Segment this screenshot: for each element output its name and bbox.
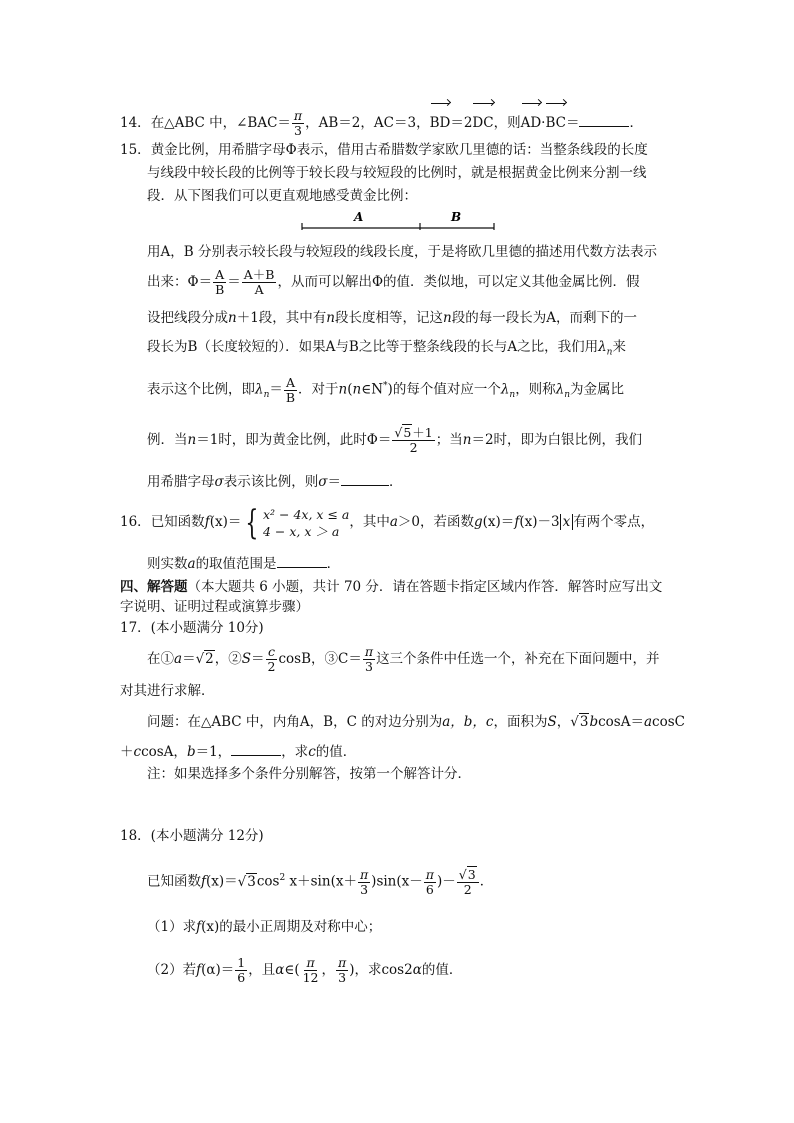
q18-heading: 18．(本小题满分 12分) [120, 828, 264, 844]
var-alpha: α [412, 962, 422, 978]
var-a: a [389, 514, 398, 530]
denominator: 6 [425, 881, 434, 897]
vars-abc: a，b，c [442, 714, 494, 730]
fraction-c-over-2 [266, 645, 278, 674]
q17-note-text: 注：如果选择多个条件分别解答，按第一个解答计分． [147, 766, 471, 782]
lambda-symbol: λ [255, 381, 264, 398]
section-4-line-2 [120, 597, 309, 617]
q16-text: 已知函数 [150, 514, 205, 530]
func-g: g [474, 514, 483, 530]
q18-text: （2）若 [147, 962, 197, 978]
denominator: 3 [364, 659, 373, 674]
answer-blank [341, 473, 389, 486]
var-n: n [443, 310, 452, 326]
segment-label-a: A [354, 210, 364, 224]
denominator: B [285, 389, 296, 405]
lambda-symbol: λ [598, 339, 607, 355]
q15-text: 与线段中较长段的比例等于较长段与较短段的比例时，就是根据黄金比例来分割一线 [147, 165, 647, 181]
absolute-value-x: x [560, 514, 574, 530]
numerator: A [215, 267, 225, 282]
q15-text: ＝2时，即为白银比例，我们 [471, 432, 643, 448]
denominator: 2 [463, 881, 472, 897]
q15-text: ＝ [227, 274, 241, 290]
subscript-n: n [606, 347, 613, 358]
q17-text: ， [556, 714, 571, 730]
q15-text: ，从而可以解出Φ的值．类似地，可以定义其他金属比例．假 [277, 274, 640, 290]
var-s: S [547, 714, 557, 730]
numerator: π [306, 955, 315, 970]
numerator: π [364, 644, 374, 659]
var-n: n [187, 432, 197, 448]
q16-line-2 [147, 554, 340, 574]
golden-ratio-segment-figure [298, 209, 498, 237]
q15-text: 段长度相等，记这 [335, 310, 443, 326]
q15-line-8 [147, 366, 624, 415]
segment-label-b: B [451, 210, 462, 224]
var-b: b [589, 714, 599, 730]
q17-text: ，② [214, 651, 242, 667]
q15-text: ＝ [269, 381, 283, 398]
q17-text: cosC [652, 714, 685, 730]
q17-header [120, 618, 264, 638]
q16-line-1 [120, 502, 654, 542]
q17-line-3 [147, 712, 685, 732]
sqrt-3: √3 [458, 866, 476, 882]
denominator: 3 [360, 881, 369, 897]
q18-text: (x)＝ [206, 873, 238, 890]
var-s: S [241, 651, 252, 667]
q15-text: 黄金比例，用希腊字母Φ表示，借用古希腊数学家欧几里德的话：当整条线段的长度 [150, 142, 648, 158]
denominator: 3 [338, 970, 347, 985]
func-f: f [196, 919, 202, 935]
q17-line-1 [147, 639, 660, 679]
q14-text: ，则 [493, 115, 521, 131]
numerator: π [293, 108, 303, 123]
q18-text: ，且 [248, 962, 276, 978]
left-brace: { [245, 502, 259, 543]
q18-text: x＋sin(x＋ [285, 873, 357, 890]
q15-line-9 [147, 420, 642, 460]
q15-text: ． [388, 474, 403, 490]
q15-text: ＝ [327, 474, 341, 490]
q16-text: (x)－3 [519, 514, 560, 530]
q15-text: 段长为B（长度较短的）．如果A与B之比等于整条线段的长与A之比，我们用 [147, 339, 599, 355]
q15-text: 用希腊字母 [147, 474, 215, 490]
answer-blank [579, 114, 629, 127]
section-title: 四、解答题 [120, 579, 188, 595]
q16-text: (x)＝ [209, 514, 242, 530]
func-f: f [514, 514, 520, 530]
numerator [457, 868, 479, 883]
q15-text: 设把线段分成 [147, 310, 228, 326]
q15-text: ，则称 [515, 381, 556, 398]
radicand: 3 [579, 714, 589, 730]
fraction-sqrt3-over-2 [457, 868, 479, 897]
q17-text: ，求 [281, 744, 309, 760]
q18-header [120, 826, 264, 846]
q15-line-7 [147, 337, 626, 363]
var-n: n [352, 381, 362, 398]
q18-text: ． [479, 873, 494, 890]
q17-text: cosA＝ [598, 714, 644, 730]
q15-text: 来 [612, 339, 626, 355]
q15-text: 为金属比 [570, 381, 625, 398]
lambda-symbol: λ [500, 381, 510, 398]
numerator: c [267, 644, 275, 659]
q17-line-2 [120, 681, 215, 701]
denominator: B [215, 282, 225, 297]
fraction-pi-12 [301, 956, 321, 985]
q18-text: (x)的最小正周期及对称中心； [201, 919, 382, 935]
q15-text: 段的每一段长为A，而剩下的一 [451, 310, 637, 326]
q14-number: 14． [120, 115, 151, 131]
vector-dc: DC [472, 106, 493, 140]
q18-text: )－ [436, 873, 456, 890]
q15-text: 表示这个比例，即 [147, 381, 255, 398]
q18-text: cos [256, 873, 280, 890]
q17-text: 对其进行求解． [120, 683, 215, 699]
fraction-golden-ratio [392, 426, 434, 455]
q15-text: ＋1段，其中有 [236, 310, 327, 326]
q18-text: 的值． [421, 962, 463, 978]
q15-text: ＝1时，即为黄金比例，此时Φ＝ [196, 432, 392, 448]
piecewise-case-1: x² − 4x, x ≤ a [262, 506, 350, 522]
fraction-pi-6 [424, 868, 436, 897]
radicand: 3 [467, 866, 476, 882]
q14-text: ＝ [565, 115, 580, 131]
fraction-pi-3 [363, 645, 375, 674]
section-4-line-1 [120, 577, 662, 597]
q17-text: ＝ [251, 651, 265, 667]
q18-text: )，求cos2 [349, 962, 413, 978]
q15-text: 例．当 [147, 432, 188, 448]
q15-number: 15． [120, 142, 151, 158]
q16-text: ，其中 [349, 514, 390, 530]
q15-line-1 [120, 140, 648, 160]
q17-line-4 [120, 742, 356, 762]
sigma-symbol: σ [318, 474, 328, 490]
section-instructions: 字说明、证明过程或演算步骤） [120, 599, 309, 615]
q18-text: 已知函数 [147, 873, 201, 890]
var-c: c [308, 744, 316, 760]
answer-blank [277, 555, 327, 568]
fraction-pi-3 [358, 868, 370, 897]
q18-part-2 [147, 950, 462, 990]
q17-text: 在① [147, 651, 174, 667]
q14-text: ． [629, 115, 643, 131]
q14-text: ，AB＝2，AC＝3， [305, 115, 430, 131]
piecewise-function [241, 502, 350, 543]
q15-text: 段．从下图我们可以更直观地感受黄金比例： [147, 188, 417, 204]
func-f: f [201, 873, 206, 890]
var-a: a [174, 651, 183, 667]
var-b: b [186, 744, 196, 760]
var-a: a [643, 714, 653, 730]
subscript-n: n [564, 390, 571, 401]
numerator-rest: ＋1 [412, 425, 433, 440]
q17-text: ，面积为 [493, 714, 548, 730]
sqrt-3: √3 [570, 714, 589, 730]
q15-text: ．对于 [298, 381, 339, 398]
q17-text: 问题：在△ABC 中，内角A，B，C 的对边分别为 [147, 714, 443, 730]
answer-blank [231, 743, 281, 756]
sqrt-3: √3 [237, 873, 256, 890]
sqrt-symbol: √5 [394, 425, 412, 440]
sqrt-2: √2 [195, 651, 214, 667]
piecewise-case-2: 4 − x, x ＞ a [262, 523, 340, 539]
fraction-pi-3 [336, 956, 348, 985]
q15-text: ；当 [435, 432, 463, 448]
var-n: n [228, 310, 237, 326]
q14-line [120, 106, 643, 140]
q15-line-5 [147, 264, 640, 300]
vector-ad: AD [521, 106, 542, 140]
fraction-1-over-6 [235, 956, 247, 985]
subscript-n: n [509, 390, 516, 401]
lambda-symbol: λ [555, 381, 565, 398]
var-alpha: α [275, 962, 285, 978]
q18-text: ， [321, 962, 335, 978]
q14-text: 在△ABC 中，∠BAC＝ [150, 115, 291, 131]
subscript-n: n [263, 390, 270, 401]
q17-heading: 17．(本小题满分 10分) [120, 620, 264, 636]
q17-text: ＝1， [195, 744, 232, 760]
fraction-a-over-b [213, 268, 226, 297]
q15-text: 用A，B 分别表示较长段与较短段的线段长度，于是将欧几里德的描述用代数方法表示 [147, 244, 657, 260]
denominator: 12 [302, 970, 319, 985]
dot-operator: · [541, 115, 546, 131]
denominator: A [254, 282, 264, 297]
numerator: π [338, 955, 347, 970]
q16-text: 则实数 [147, 556, 188, 572]
q17-text: ＋ [120, 744, 134, 760]
q16-text: 的取值范围是 [195, 556, 277, 572]
numerator: π [425, 866, 434, 882]
var-n: n [326, 310, 335, 326]
q17-note [147, 764, 471, 784]
var-c: c [133, 744, 142, 760]
q18-line-1 [147, 858, 493, 902]
fraction-pi-3 [292, 109, 304, 138]
q15-line-4 [147, 242, 657, 262]
q15-text: 出来：Φ＝ [147, 274, 213, 290]
q16-number: 16． [120, 514, 151, 530]
q15-line-3 [147, 186, 417, 206]
denominator: 6 [237, 970, 246, 985]
superscript-2: 2 [279, 873, 286, 883]
q18-text: )sin(x－ [371, 873, 423, 890]
q16-text: (x)＝ [482, 514, 515, 530]
vector-bd: BD [430, 106, 451, 140]
numerator [392, 426, 434, 441]
q17-text: 这三个条件中任选一个，补充在下面问题中，并 [376, 651, 660, 667]
q17-text: 的值． [315, 744, 357, 760]
denominator: 3 [294, 123, 302, 138]
q16-text: ． [326, 556, 341, 572]
fraction-aplusb-over-a [242, 268, 277, 297]
var-n: n [462, 432, 472, 448]
radicand: 3 [247, 873, 256, 890]
q15-text: ∈N [361, 381, 384, 398]
q15-text: )的每个值对应一个 [387, 381, 501, 398]
q18-text: ∈( [284, 962, 300, 978]
q15-line-2 [147, 163, 647, 183]
func-f: f [196, 962, 202, 978]
q18-text: （1）求 [147, 919, 197, 935]
sigma-symbol: σ [214, 474, 224, 490]
q15-text: 表示该比例，则 [223, 474, 319, 490]
q17-text: cosA， [141, 744, 187, 760]
q15-text: ( [347, 381, 353, 398]
piecewise-cases [263, 506, 349, 540]
radicand: 2 [205, 651, 214, 667]
q17-text: ＝ [182, 651, 196, 667]
q15-line-6 [147, 308, 637, 328]
q16-text: 有两个零点， [573, 514, 655, 530]
q15-line-10 [147, 472, 402, 492]
radicand: 5 [403, 425, 412, 440]
func-f: f [204, 514, 210, 530]
numerator: A [285, 374, 295, 390]
q17-text: cosB，③C＝ [278, 651, 362, 667]
section-instructions: （本大题共 6 小题，共计 70 分．请在答题卡指定区域内作答．解答时应写出文 [187, 579, 663, 595]
numerator: π [359, 866, 369, 882]
var-n: n [338, 381, 348, 398]
q14-text: ＝2 [450, 115, 473, 131]
var-a: a [187, 556, 196, 572]
vector-bc: BC [545, 106, 566, 140]
q18-text: (α)＝ [201, 962, 235, 978]
q16-text: ＞0，若函数 [397, 514, 474, 530]
q18-part-1 [147, 917, 381, 937]
numerator: 1 [237, 955, 246, 970]
numerator: A＋B [243, 267, 275, 282]
denominator: 2 [409, 440, 418, 455]
denominator: 2 [267, 659, 276, 674]
fraction-a-over-b [284, 376, 297, 405]
superscript-star: * [383, 381, 388, 391]
